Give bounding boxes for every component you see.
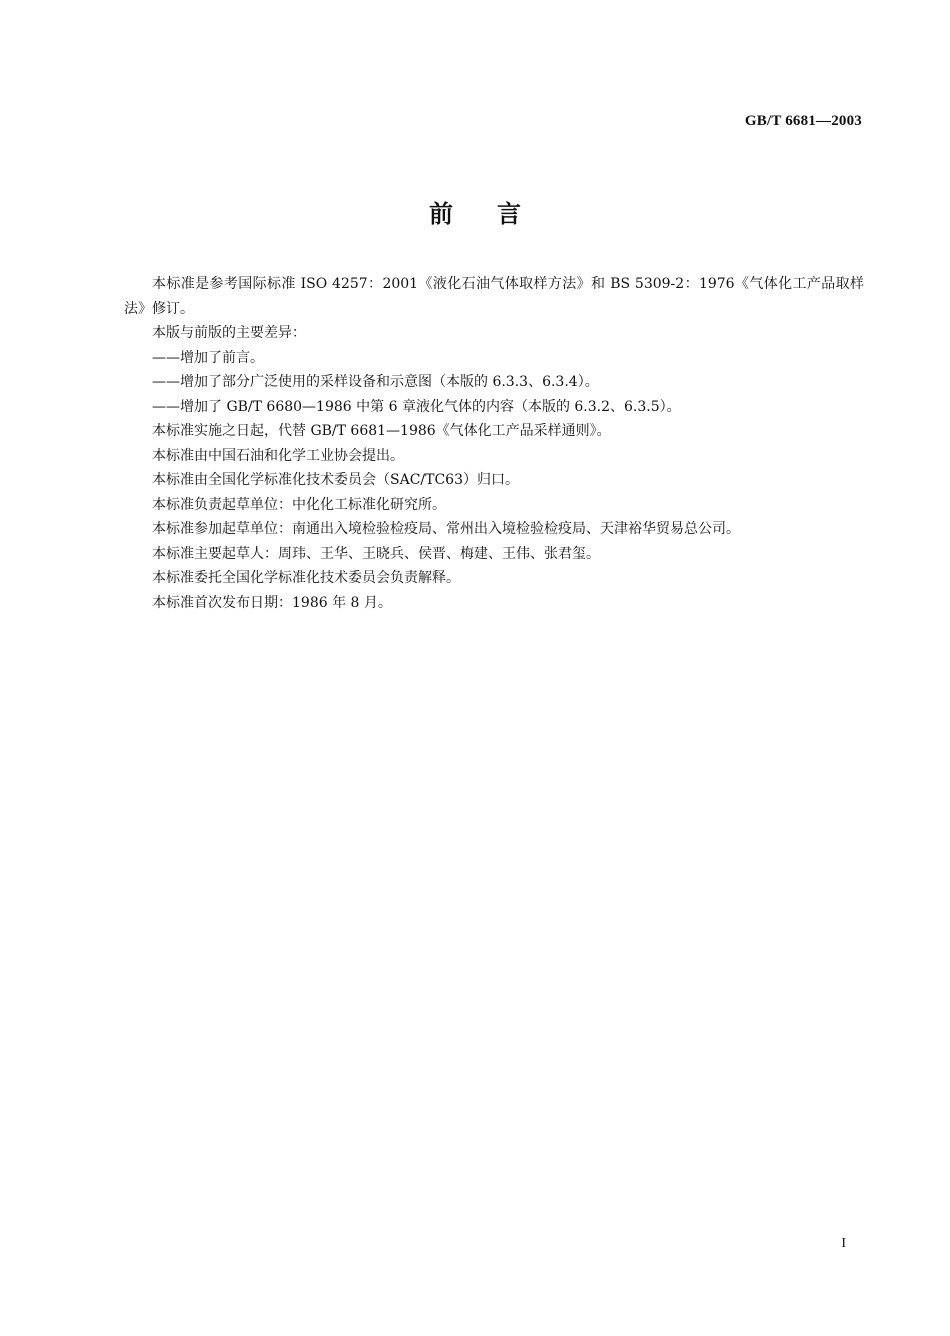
- paragraph: 本版与前版的主要差异：: [152, 325, 306, 341]
- standard-number: GB/T 6681—2003: [744, 113, 862, 129]
- preface-body: [124, 272, 864, 615]
- paragraph: 本标准负责起草单位：中化化工标准化研究所。: [152, 496, 446, 513]
- page-number: I: [841, 1236, 846, 1251]
- paragraph: 本标准主要起草人：周玮、王华、王晓兵、侯晋、梅建、王伟、张君玺。: [152, 545, 600, 562]
- paragraph: 本标准是参考国际标准 ISO 4257：2001《液化石油气体取样方法》和 BS 5309-2：1976《气体化工产品取样法》修订。: [124, 276, 864, 317]
- paragraph: 本标准实施之日起，代替 GB/T 6681—1986《气体化工产品采样通则》。: [152, 423, 611, 439]
- page-title: 前言: [429, 200, 565, 228]
- paragraph: 本标准首次发布日期：1986 年 8 月。: [152, 594, 392, 611]
- paragraph: 本标准由全国化学标准化技术委员会（SAC/TC63）归口。: [152, 472, 519, 488]
- paragraph: ——增加了 GB/T 6680—1986 中第 6 章液化气体的内容（本版的 6.3.2、6.3.5）。: [152, 398, 681, 415]
- paragraph: 本标准由中国石油和化学工业协会提出。: [152, 447, 404, 464]
- paragraph: 本标准参加起草单位：南通出入境检验检疫局、常州出入境检验检疫局、天津裕华贸易总公司。: [152, 521, 740, 537]
- paragraph: ——增加了前言。: [152, 349, 264, 366]
- paragraph: 本标准委托全国化学标准化技术委员会负责解释。: [152, 570, 460, 586]
- paragraph: ——增加了部分广泛使用的采样设备和示意图（本版的 6.3.3、6.3.4）。: [152, 374, 599, 390]
